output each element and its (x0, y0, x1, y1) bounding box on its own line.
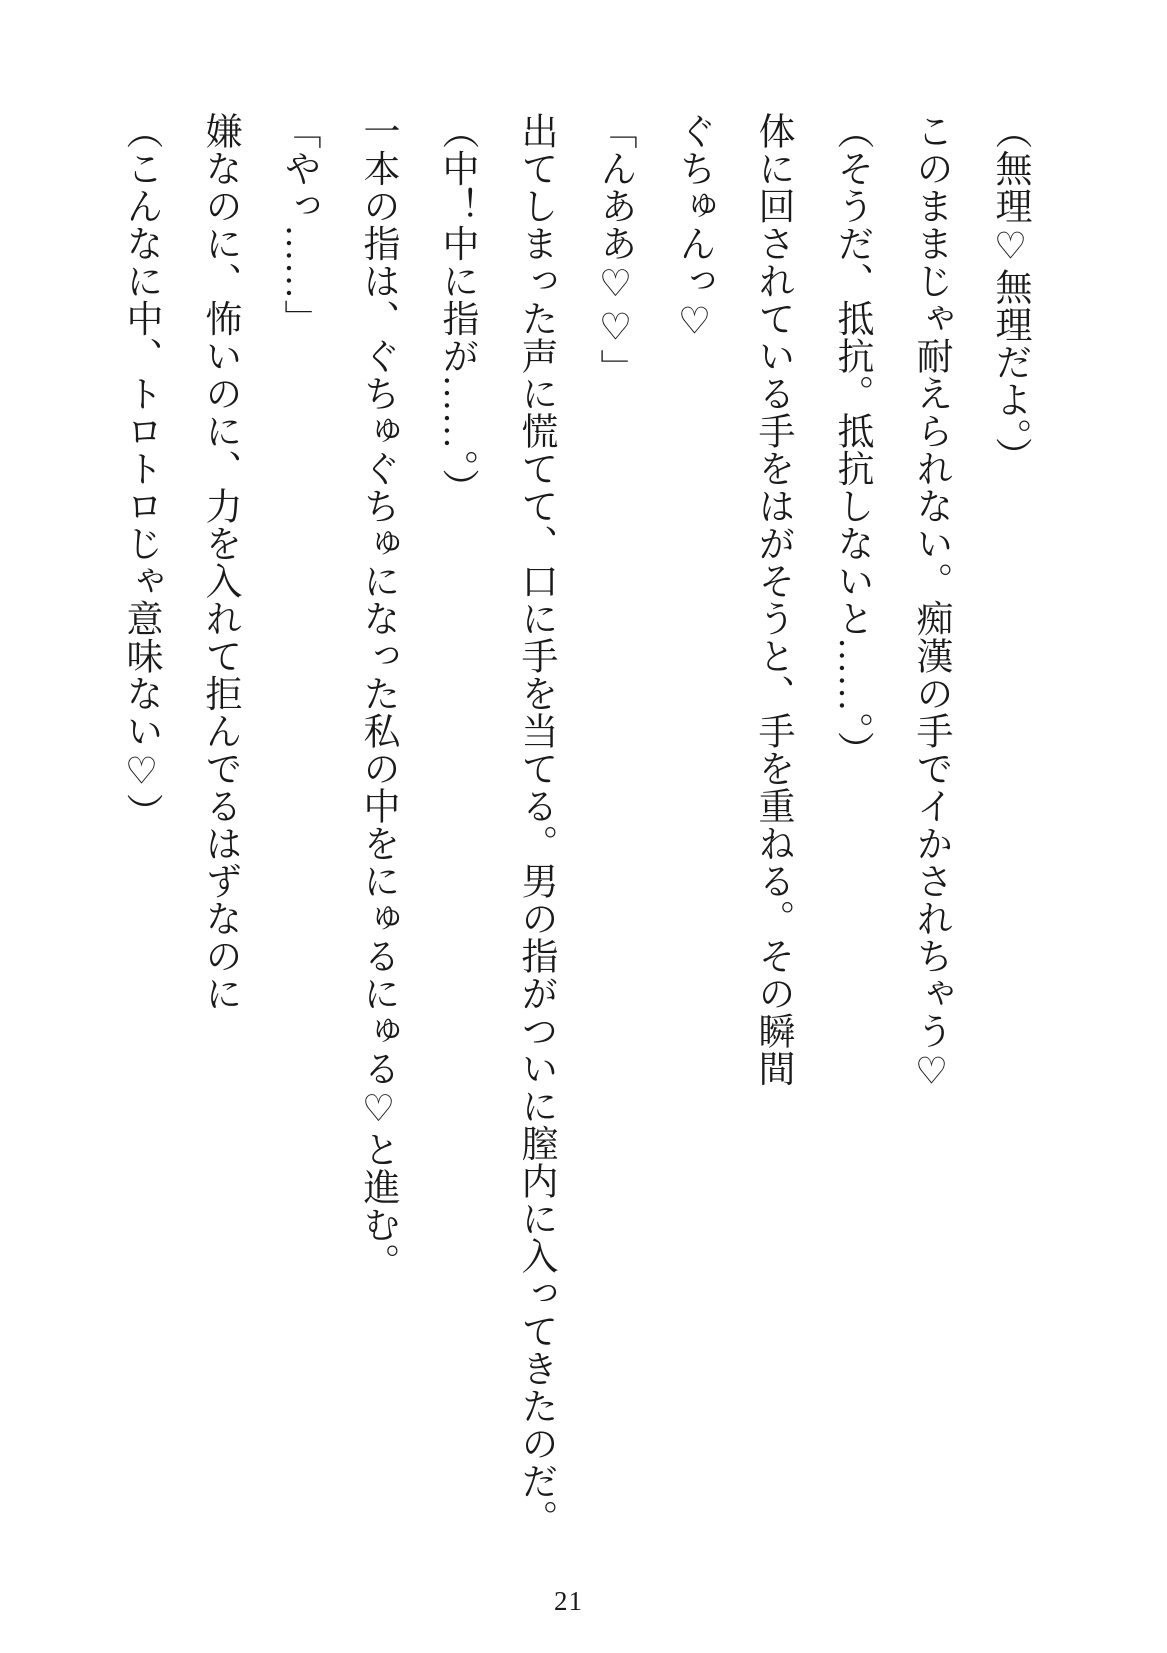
paragraph: 体に回されている手をはがそうと、手を重ねる。その瞬間 (752, 112, 793, 1087)
vertical-text-block (101, 112, 1049, 1560)
paragraph: （そうだ、抵抗。抵抗しないと……。） (831, 112, 872, 769)
paragraph: （こんなに中、トロトロじゃ意味ない♡） (120, 112, 161, 831)
paragraph: 一本の指は、ぐちゅぐちゅになった私の中をにゅるにゅる♡と進む。 (357, 112, 398, 1281)
paragraph: （無理♡無理だよ。） (989, 112, 1030, 475)
paragraph: 出てしまった声に慌てて、口に手を当てる。男の指がついに膣内に入ってきたのだ。 (515, 112, 556, 1537)
paragraph: 「やっ……」 (278, 112, 319, 337)
page-number: 21 (554, 1586, 583, 1616)
paragraph: 嫌なのに、怖いのに、力を入れて拒んでるはずなのに (199, 112, 240, 1012)
paragraph: ぐちゅんっ♡ (673, 112, 714, 343)
paragraph: このままじゃ耐えられない。痴漢の手でイかされちゃう♡ (910, 112, 951, 1093)
paragraph: （中！中に指が……。） (436, 112, 477, 506)
paragraph: 「んああ♡♡」 (594, 112, 635, 387)
